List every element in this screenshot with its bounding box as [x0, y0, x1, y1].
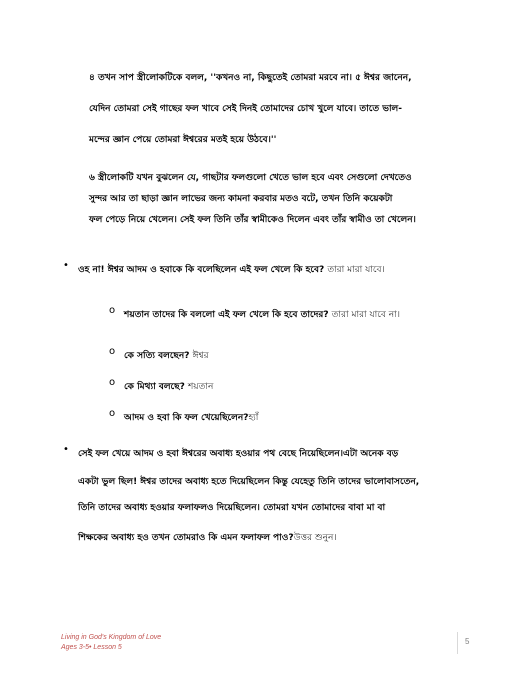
sub-bullet-item	[124, 348, 209, 363]
bullet-2-answer: উত্তর শুনুন।	[293, 533, 337, 543]
footer-title: Living in God's Kingdom of Love	[61, 634, 162, 641]
sub-bullet-answer: হ্যাঁ	[248, 413, 259, 423]
paragraph-6-line-3: ফল পেড়ে নিয়ে খেলেন। সেই ফল তিনি তাঁর স্বামীকেও দিলেন এবং তাঁর স্বামীও তা খেলেন।	[89, 215, 416, 225]
sub-bullet-item	[124, 379, 213, 394]
bullet-2-question: শিক্ষকের অবাধ্য হও তখন তোমরাও কি এমন ফলাফল পাও?	[78, 533, 294, 543]
sub-bullet-question: কে মিথ্যা বলছে?	[124, 382, 188, 392]
sub-bullet-answer: ঈশ্বর	[192, 351, 209, 361]
paragraph-6-line-1: ৬ স্ত্রীলোকটি যখন বুঝলেন যে, গাছটার ফলগুলো খেতে ভাল হবে এবং সেগুলো দেখতেও	[89, 173, 412, 183]
sub-bullet-marker: o	[109, 377, 116, 388]
bullet-2-line-2: একটা ভুল ছিল! ঈশ্বর তাদের অবাধ্য হতে দিয়েছিলেন কিন্তু যেহেতু তিনি তাদের ভালোবাসতেন,	[78, 477, 420, 487]
sub-bullet-question: কে সত্যি বলছেন?	[124, 351, 193, 361]
sub-bullet-answer: তারা মারা যাবে না।	[331, 310, 400, 320]
bullet-marker: •	[63, 260, 69, 271]
bullet-1-question: ওহ না! ঈশ্বর আদম ও হবাকে কি বলেছিলেন এই ফল খেলে কি হবে?	[78, 265, 328, 275]
bullet-2-line-1: সেই ফল খেয়ে আদম ও হবা ঈশ্বরের অবাধ্য হওয়ার পথ বেছে নিয়েছিলেন।এটা অনেক বড়	[78, 449, 399, 459]
sub-bullet-marker: o	[109, 305, 116, 316]
sub-bullet-item	[124, 410, 258, 425]
paragraph-4-line-3: মন্দের জ্ঞান পেয়ে তোমরা ঈশ্বরের মতই হয়ে উঠবে।''	[89, 135, 277, 145]
sub-bullet-marker: o	[109, 346, 116, 357]
bullet-2-line-4	[78, 530, 337, 545]
bullet-marker: •	[63, 444, 69, 455]
footer	[61, 633, 161, 653]
paragraph-6-line-2: সুন্দর আর তা ছাড়া জ্ঞান লাভের জন্য কামনা করবার মতও বটে, তখন তিনি কয়েকটা	[89, 194, 393, 204]
page-number: 5	[465, 637, 470, 646]
sub-bullet-answer: শয়তান	[187, 382, 214, 392]
paragraph-4-line-1: ৪ তখন সাপ স্ত্রীলোকটিকে বলল, ''কখনও না, কিছুতেই তোমরা মরবে না। ৫ ঈশ্বর জানেন,	[89, 73, 412, 83]
bullet-2-line-3: তিনি তাদের অবাধ্য হওয়ার ফলাফলও দিয়েছিলেন। তোমরা যখন তোমাদের বাবা মা বা	[78, 503, 386, 513]
sub-bullet-marker: o	[109, 408, 116, 419]
footer-subtitle: Ages 3-5• Lesson 5	[61, 644, 122, 651]
sub-bullet-item	[124, 307, 400, 322]
sub-bullet-question: আদম ও হবা কি ফল খেয়েছিলেন?	[124, 413, 249, 423]
sub-bullet-question: শয়তান তাদের কি বললো এই ফল খেলে কি হবে তাদের?	[124, 310, 332, 320]
bullet-1-item	[78, 262, 385, 277]
bullet-1-answer: তারা মারা যাবে।	[327, 265, 385, 275]
footer-divider	[457, 632, 458, 654]
paragraph-4-line-2: যেদিন তোমরা সেই গাছের ফল খাবে সেই দিনই তোমাদের চোখ খুলে যাবে। তাতে ভাল-	[89, 104, 402, 114]
